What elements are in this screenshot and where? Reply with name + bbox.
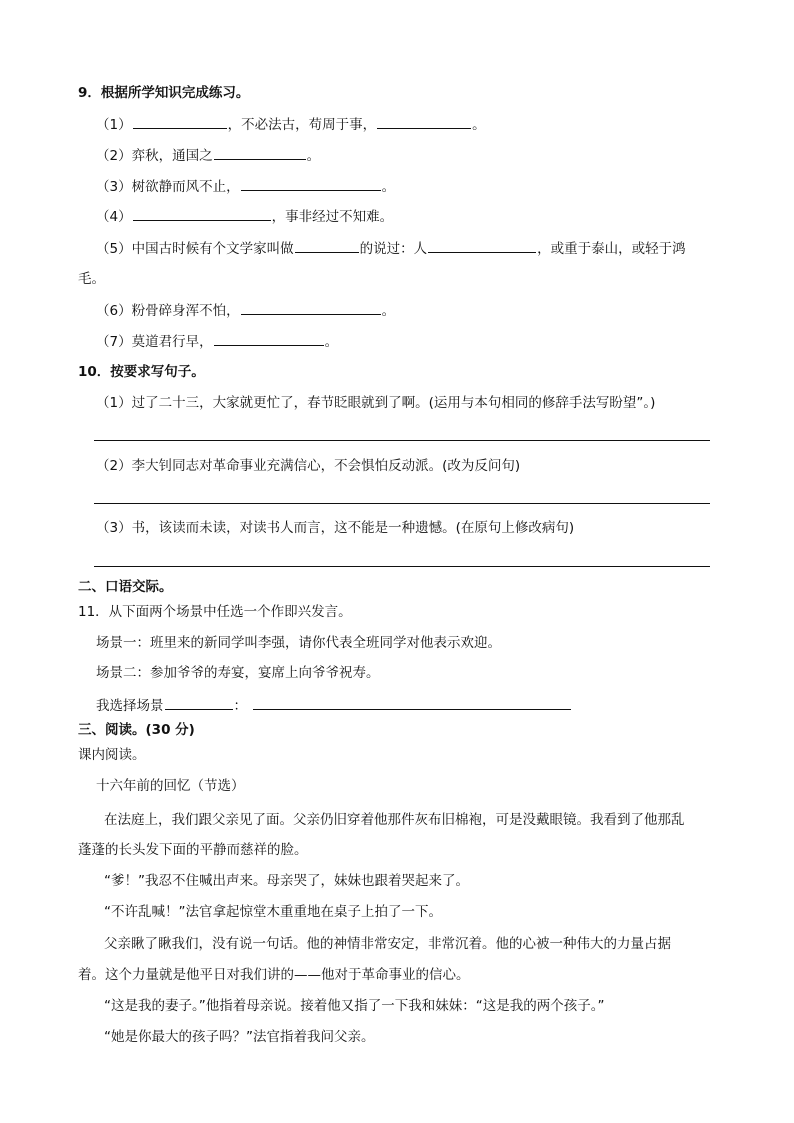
answer-blank[interactable]: [214, 146, 306, 160]
q9-item-3-end: 。: [381, 179, 396, 195]
answer-line[interactable]: [94, 440, 710, 441]
passage-line: “这是我的妻子。”他指着母亲说。接着他又指了一下我和妹妹：“这是我的两个孩子。”: [104, 998, 605, 1014]
q9-item-7: [96, 332, 338, 351]
speech-answer-blank[interactable]: [253, 696, 571, 710]
question-9-stem: 9．根据所学知识完成练习。: [78, 85, 250, 101]
q9-item-5-mid: 的说过：人: [359, 241, 428, 257]
answer-blank[interactable]: [133, 115, 227, 129]
q9-item-5: [96, 239, 686, 258]
scene-choice-blank[interactable]: [165, 696, 233, 710]
q9-item-7-end: 。: [324, 334, 339, 350]
passage-line: 着。这个力量就是他平日对我们讲的——他对于革命事业的信心。: [78, 967, 470, 983]
q9-item-6-end: 。: [381, 303, 396, 319]
q9-item-1-num: （1）: [96, 117, 132, 133]
q10-item-2: （2）李大钊同志对革命事业充满信心，不会惧怕反动派。(改为反问句): [96, 458, 521, 474]
q9-item-2: [96, 146, 320, 165]
passage-line: 在法庭上，我们跟父亲见了面。父亲仍旧穿着他那件灰布旧棉袍，可是没戴眼镜。我看到了他那乱: [104, 812, 685, 828]
passage-line: 蓬蓬的长头发下面的平静而慈祥的脸。: [78, 842, 308, 858]
answer-blank[interactable]: [295, 239, 359, 253]
q9-item-2-end: 。: [306, 148, 321, 164]
q9-item-4-num: （4）: [96, 209, 132, 225]
answer-blank[interactable]: [133, 207, 271, 221]
choose-scene-line: [96, 696, 572, 715]
passage-title: 十六年前的回忆（节选）: [96, 778, 245, 794]
q9-item-1-text: ，不必法古，苟周于事，: [227, 117, 377, 133]
answer-blank[interactable]: [428, 239, 536, 253]
q9-item-2-text: （2）弈秋，通国之: [96, 148, 213, 164]
scene-1: 场景一：班里来的新同学叫李强，请你代表全班同学对他表示欢迎。: [96, 635, 501, 651]
passage-line: “她是你最大的孩子吗？”法官指着我问父亲。: [104, 1029, 375, 1045]
q9-item-4: [96, 207, 393, 226]
answer-blank[interactable]: [214, 332, 324, 346]
q9-item-3-text: （3）树欲静而风不止，: [96, 179, 240, 195]
section-3-subtitle: 课内阅读。: [78, 747, 146, 763]
answer-blank[interactable]: [241, 177, 381, 191]
q9-item-5-text: （5）中国古时候有个文学家叫做: [96, 241, 294, 257]
section-3-title: 三、阅读。(30 分): [78, 722, 195, 738]
q9-item-3: [96, 177, 395, 196]
q9-item-4-text: ，事非经过不知难。: [271, 209, 394, 225]
q9-item-7-text: （7）莫道君行早，: [96, 334, 213, 350]
answer-line[interactable]: [94, 503, 710, 504]
section-2-title: 二、口语交际。: [78, 579, 173, 595]
q9-item-5-rest: ，或重于泰山，或轻于鸿: [537, 241, 686, 257]
q9-item-1-end: 。: [472, 117, 486, 133]
choose-scene-colon: ：: [233, 698, 247, 714]
q9-item-6-text: （6）粉骨碎身浑不怕，: [96, 303, 240, 319]
question-10-stem: 10．按要求写句子。: [78, 364, 205, 380]
choose-scene-label: 我选择场景: [96, 698, 164, 714]
scene-2: 场景二：参加爷爷的寿宴，宴席上向爷爷祝寿。: [96, 665, 380, 681]
answer-line[interactable]: [94, 566, 710, 567]
passage-line: 父亲瞅了瞅我们，没有说一句话。他的神情非常安定，非常沉着。他的心被一种伟大的力量占据: [104, 936, 671, 952]
q9-item-5-wrap: 毛。: [78, 271, 105, 287]
q9-item-6: [96, 301, 395, 320]
passage-line: “不许乱喊！”法官拿起惊堂木重重地在桌子上拍了一下。: [104, 904, 442, 920]
q9-item-1: [96, 115, 486, 134]
question-11-stem: 11．从下面两个场景中任选一个作即兴发言。: [78, 604, 352, 620]
answer-blank[interactable]: [241, 301, 381, 315]
q10-item-1: （1）过了二十三，大家就更忙了，春节眨眼就到了啊。(运用与本句相同的修辞手法写盼望”。): [96, 395, 656, 411]
q10-item-3: （3）书，该读而未读，对读书人而言，这不能是一种遗憾。(在原句上修改病句): [96, 520, 575, 536]
answer-blank[interactable]: [377, 115, 471, 129]
passage-line: “爹！”我忍不住喊出声来。母亲哭了，妹妹也跟着哭起来了。: [104, 873, 469, 889]
